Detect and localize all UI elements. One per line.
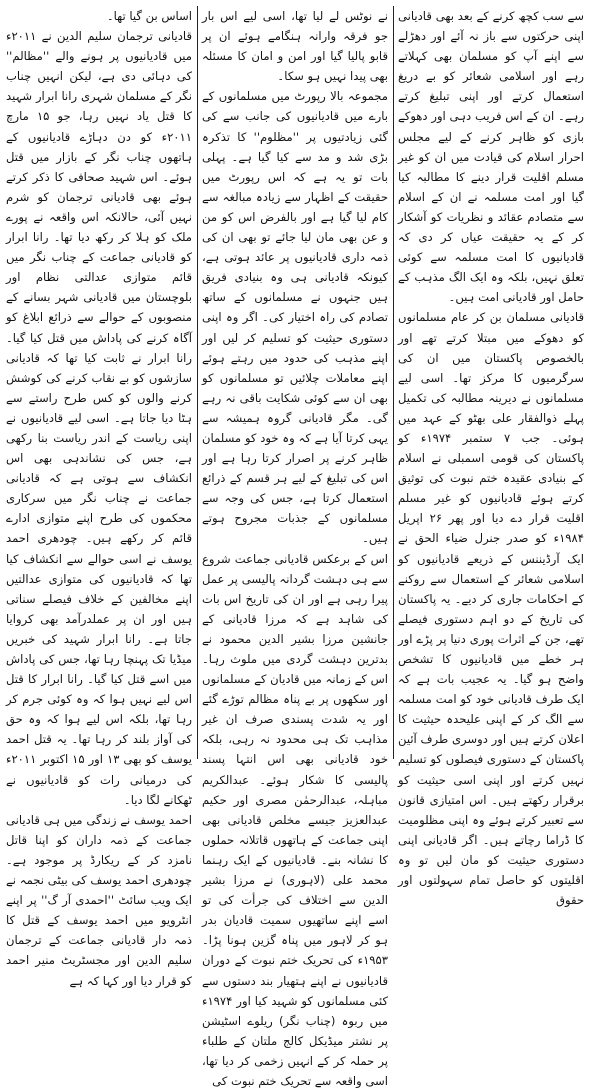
column-divider xyxy=(393,6,394,759)
paragraph: اساس بن گیا تھا۔ xyxy=(106,9,192,23)
paragraph: مجموعہ بالا رپورٹ میں مسلمانوں کے بارے میں قادیانیوں کی جانب سے کی گئی زیادتیوں پر ''مظلوم'' کا تذکرہ بڑی شد و مد سے کیا گیا ہے۔ پہلی بات تو یہ ہے کہ اس رپورٹ میں حقیقت کے اظہار سے زیادہ مبالغہ سے کام لیا گیا ہے اور بالفرض اس کو من و عن بھی مان لیا جائے تو بھی ان کی ذمہ داری قادیانیوں پر عائد ہوتی ہے، کیونکہ قادیانی ہی وہ بنیادی فریق ہیں جنہوں نے مسلمانوں کے ساتھ تصادم کی راہ اختیار کی۔ اگر وہ اپنی دستوری حیثیت کو تسلیم کر لیں اور اپنے مذہب کی حدود میں رہتے ہوئے اپنے معاملات چلائیں تو مسلمانوں کو بھی ان سے کوئی شکایت باقی نہ رہے گی۔ مگر قادیانی گروہ ہمیشہ سے یہی کرتا آیا ہے کہ وہ خود کو مسلمان ظاہر کرنے پر اصرار کرتا رہا ہے اور اس کی تبلیغ کے لیے ہر قسم کے ذرائع استعمال کرتا ہے، جس کی وجہ سے مسلمانوں کے جذبات مجروح ہوتے ہیں۔ xyxy=(202,89,388,546)
paragraph: اس کے برعکس قادیانی جماعت شروع سے ہی دہشت گردانہ پالیسی پر عمل پیرا رہی ہے اور ان کی تاریخ اس بات کی شاہد ہے کہ مرزا قادیانی کے جانشین مرزا بشیر الدین محمود نے بدترین دہشت گردی میں ملوث رہا۔ اس کے زمانہ میں قادیان کے مسلمانوں اور سکھوں پر بے پناہ مظالم توڑے گئے اور یہ شدت پسندی صرف ان غیر مذاہب تک ہی محدود نہ رہی، بلکہ خود قادیانی بھی اس انتہا پسند پالیسی کا شکار ہوئے۔ عبدالکریم مباہلہ، عبدالرحمٰن مصری اور حکیم عبدالعزیز جیسے مخلص قادیانی بھی اپنی جماعت کے ہاتھوں قاتلانہ حملوں کا نشانہ بنے۔ قادیانیوں کے ایک رہنما محمد علی (لاہوری) نے مرزا بشیر الدین سے اختلاف کی جرأت کی تو اسے اپنے ساتھیوں سمیت قادیان بدر ہو کر لاہور میں پناہ گزین ہونا پڑا۔ ۱۹۵۳ء کی تحریک ختم نبوت کے دوران قادیانیوں نے اپنے ہتھیار بند دستوں سے کئی مسلمانوں کو شہید کیا اور ۱۹۷۴ء میں ربوہ (چناب نگر) ریلوے اسٹیشن پر نشتر میڈیکل کالج ملتان کے طلباء پر حملہ کر کے انہیں زخمی کر دیا تھا، اسی واقعہ سے تحریک ختم نبوت کی xyxy=(202,551,388,1088)
text-column-middle xyxy=(202,6,388,1088)
paragraph: قادیانی مسلمان بن کر عام مسلمانوں کو دھوکے میں مبتلا کرتے تھے اور بالخصوص پاکستان میں ان کی سرگرمیوں کا مرکز تھا۔ اسی لیے مسلمانوں نے دیرینہ مطالبہ کی تکمیل پہلے ذوالفقار علی بھٹو کے عہد میں ہوئی۔ جب ۷ ستمبر ۱۹۷۴ء کو پاکستان کی قومی اسمبلی نے اسلام کے بنیادی عقیدہ ختم نبوت کی توثیق کرتے ہوئے قادیانیوں کو غیر مسلم اقلیت قرار دے دیا اور پھر ۲۶ اپریل ۱۹۸۴ء کو صدر جنرل ضیاء الحق نے ایک آرڈیننس کے ذریعے قادیانیوں کو اسلامی شعائر کے استعمال سے روکنے کے احکامات جاری کر دیے۔ یہ پاکستان کی تاریخ کے دو اہم دستوری فیصلے تھے، جن کے اثرات پوری دنیا پر پڑے اور ہر خطے میں قادیانیوں کا تشخص واضح ہو گیا۔ یہ عجیب بات ہے کہ ایک طرف قادیانی خود کو امت مسلمہ سے الگ کر کے اپنی علیحدہ حیثیت کا اعلان کرتے ہیں اور دوسری طرف آئین پاکستان کے دستوری فیصلوں کو تسلیم نہیں کرتے اور اپنی اسی حیثیت کو برقرار رکھتے ہیں۔ اس امتیازی قانون سے تعبیر کرتے ہوئے وہ اپنی مظلومیت کا ڈراما رچاتے ہیں۔ اگر قادیانی اپنی دستوری حیثیت کو مان لیں تو وہ اقلیتوں کو حاصل تمام سہولتوں اور حقوق xyxy=(398,310,585,908)
paragraph: احمد یوسف نے زندگی میں ہی قادیانی جماعت کے ذمہ داران کو اپنا قاتل نامزد کر کے ریکارڈ پر موجود ہے۔ چودھری احمد یوسف کی بیٹی نجمہ نے ایک ویب سائٹ ''احمدی آر گ'' پر اپنے انٹرویو میں احمد یوسف کے قتل کا ذمہ دار قادیانی جماعت کے ترجمان سلیم الدین اور مجسٹریٹ منیر احمد کو قرار دیا اور کہا کہ ہے xyxy=(6,812,192,988)
paragraph: قادیانی ترجمان سلیم الدین نے ۲۰۱۱ء میں قادیانیوں پر ہونے والے ''مظالم'' کی دہائی دی ہے، لیکن انہیں چناب نگر کے مسلمان شہری رانا ابرار شہید کا قتل یاد نہیں رہا، جو ۱۵ مارچ ۲۰۱۱ء کو دن دہاڑے قادیانیوں کے ہاتھوں چناب نگر کے بازار میں قتل ہوئے۔ اس شہید صحافی کا ذکر کرتے ہوئے بھی قادیانی ترجمان کو شرم نہیں آئی، حالانکہ اس واقعہ نے پورے ملک کو ہلا کر رکھ دیا تھا۔ رانا ابرار کو قادیانی جماعت کے چناب نگر میں قائم متوازی عدالتی نظام اور بلوچستان میں قادیانی شہر بسانے کے منصوبوں کے حوالے سے ذرائع ابلاغ کو آگاہ کرنے کی پاداش میں قتل کیا گیا۔ رانا ابرار نے ثابت کیا تھا کہ قادیانی سازشوں کو بے نقاب کرنے کی کوشش کرنے والوں کو کس طرح راستے سے ہٹا دیا جاتا ہے۔ اسی لیے قادیانیوں نے اپنی ریاست کے اندر ریاست بنا رکھی ہے، جس کی نشاندہی بھی اس انکشاف سے ہوتی ہے کہ قادیانی جماعت نے چناب نگر میں سرکاری محکموں کی طرح اپنے متوازی ادارے قائم کر رکھے ہیں۔ چودھری احمد یوسف نے اسی حوالے سے انکشاف کیا تھا کہ قادیانیوں کی متوازی عدالتیں اپنے مخالفین کے خلاف فیصلے سناتی ہیں اور ان پر عملدرآمد بھی کروایا جاتا ہے۔ رانا ابرار شہید کی خبریں میڈیا تک پہنچا رہا تھا، جس کی پاداش میں اسے قتل کیا گیا۔ رانا ابرار کا قتل اس لیے نہیں ہوا کہ وہ کوئی جرم کر رہا تھا، بلکہ اس لیے ہوا کہ وہ حق کی آواز بلند کر رہا تھا۔ یہ قتل احمد یوسف کو بھی ۱۳ اور ۱۵ اکتوبر ۲۰۱۱ء کی درمیانی رات کو قادیانیوں نے ٹھکانے لگا دیا۔ xyxy=(6,29,192,807)
text-column-right xyxy=(398,6,585,908)
text-column-left xyxy=(6,6,192,988)
column-divider xyxy=(197,6,198,759)
paragraph: سے سب کچھ کرنے کے بعد بھی قادیانی اپنی حرکتوں سے باز نہ آئے اور دھڑلے سے اپنے آپ کو مسلمان بھی کہلاتے رہے اور اسلامی شعائر کو بے دریغ استعمال کرتے اور اپنی تبلیغ کرتے رہے۔ ان کے اس فریب دہی اور دھوکے بازی کو ظاہر کرنے کے لیے مجلس احرار اسلام کی قیادت میں ان کو غیر مسلم اقلیت قرار دینے کا مطالبہ کیا گیا اور امت مسلمہ نے ان کے اسلام سے متصادم عقائد و نظریات کو آشکار کر کے یہ حقیقت عیاں کر دی کہ قادیانیوں کا امت مسلمہ سے کوئی تعلق نہیں، بلکہ وہ ایک الگ مذہب کے حامل اور قادیانی امت ہیں۔ xyxy=(398,9,584,305)
paragraph: نے نوٹس لے لیا تھا، اسی لیے اس بار جو فرقہ وارانہ ہنگامے ہوئے ان پر قابو پالیا گیا اور امن و امان کا مسئلہ بھی پیدا نہیں ہو سکا۔ xyxy=(202,9,388,84)
